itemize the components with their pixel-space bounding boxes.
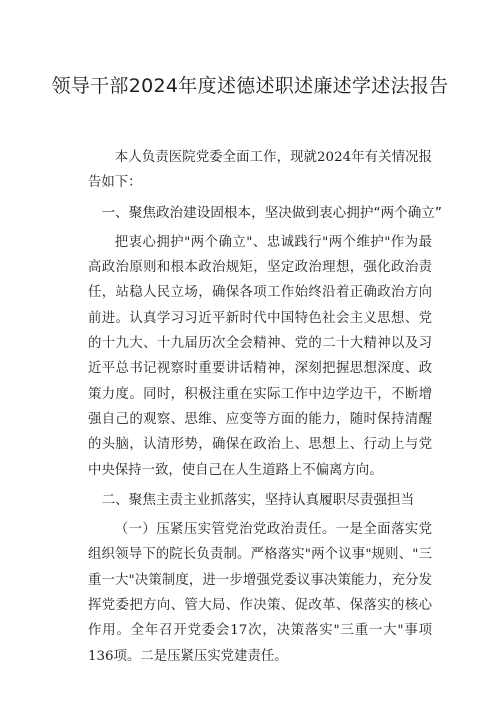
section-2-paragraph: （一）压紧压实管党治党政治责任。一是全面落实党组织领导下的院长负责制。严格落实"两个议事"规则、"三重一大"决策制度，进一步增强党委议事决策能力，充分发挥党委把方向、管大局、作决策、促改革、保落实的核心作用。全年召开党委会17次，决策落实"三重一大"事项136项。二是压紧压实党建责任。 [88,522,432,664]
section-2-heading: 二、聚焦主责主业抓落实，坚持认真履职尽责强担当 [101,491,415,508]
document-body [88,145,442,669]
section-1-heading: 一、聚焦政治建设固根本，坚决做到衷心拥护“两个确立” [101,204,442,221]
section-1-paragraph: 把衷心拥护"两个确立"、忠诚践行"两个维护"作为最高政治原则和根本政治规矩，坚定政治理想，强化政治责任，站稳人民立场，确保各项工作始终沿着正确政治方向前进。认真学习习近平新时代中国特色社会主义思想、党的十九大、十九届历次全会精神、党的二十大精神以及习近平总书记视察时重要讲话精神，深刻把握思想深度、政策力度。同时，积极注重在实际工作中边学边干，不断增强自己的观察、思维、应变等方面的能力，随时保持清醒的头脑，认清形势，确保在政治上、思想上、行动上与党中央保持一致，使自己在人生道路上不偏离方向。 [88,234,432,478]
intro-paragraph: 本人负责医院党委全面工作，现就2024年有关情况报告如下： [88,150,432,191]
document-title: 领导干部2024年度述德述职述廉述学述法报告 [51,75,449,97]
